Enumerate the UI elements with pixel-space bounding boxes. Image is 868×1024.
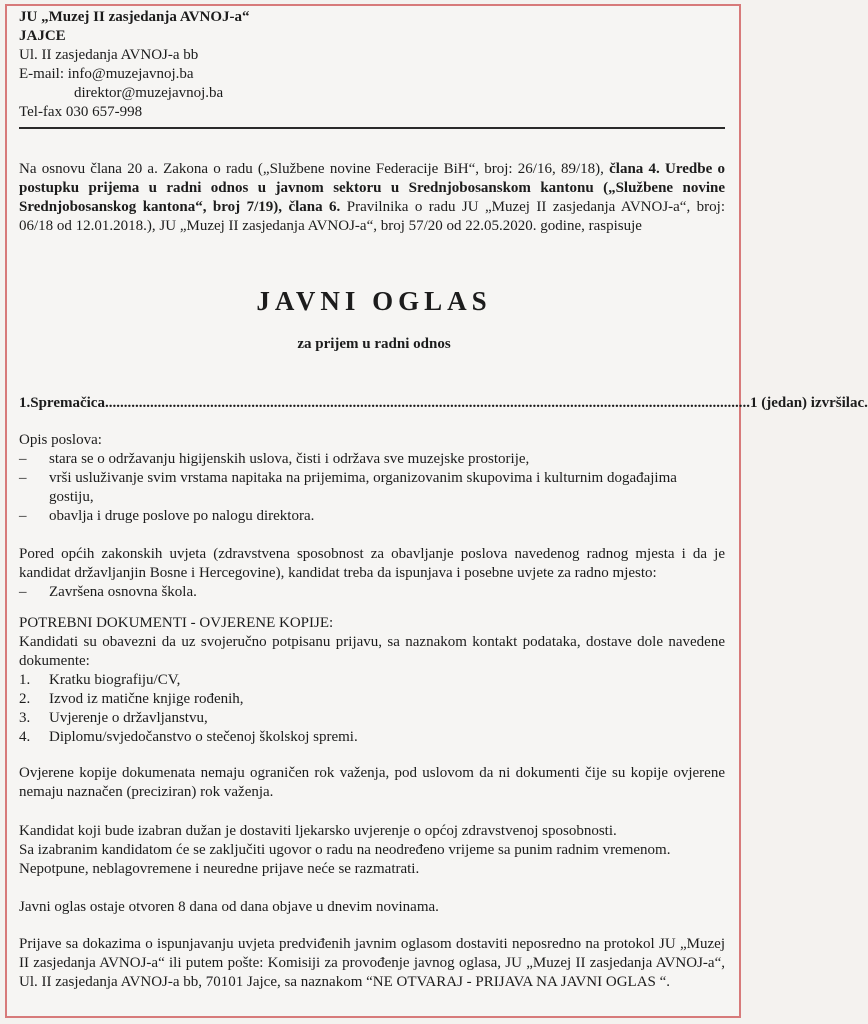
email-primary: E-mail: info@muzejavnoj.ba [19, 66, 194, 82]
list-item [19, 671, 725, 690]
institution-city: JAJCE [19, 28, 66, 44]
document-item: Kratku biografiju/CV, [49, 672, 181, 688]
position-count: 1 (jedan) izvršilac. [749, 395, 868, 411]
list-item [19, 583, 725, 602]
list-item [19, 690, 725, 709]
intro-text-2: Pravilnika o radu JU „Muzej II zasjedanja AVNOJ-a“, broj: 06/18 od 12.01.2018.), JU „Muzej II zasjedanja AVNOJ-a“, broj 57/20 od 22.05.2020. godine, raspisuje [19, 199, 725, 234]
position-line [19, 395, 868, 412]
selected-line-1: Kandidat koji bude izabran dužan je dostaviti ljekarsko uvjerenje o općoj zdravstvenoj sposobnosti. [19, 823, 617, 839]
bottom-border [7, 1016, 739, 1018]
tel-fax: Tel-fax 030 657-998 [19, 104, 143, 120]
documents-text: Kandidati su obavezni da uz svojeručno potpisanu prijavu, sa naznakom kontakt podataka, dostave dole navedene dokumente: [19, 634, 725, 669]
intro-bold: člana 4. Uredbe o postupku prijema u radni odnos u javnom sektoru u Srednjobosanskom kantonu („Službene novine Srednjobosanskog kantona“, broj 7/19), člana 6. [19, 161, 725, 215]
page-subtitle: za prijem u radni odnos [297, 336, 451, 352]
list-item [19, 507, 725, 526]
condition-item: Završena osnovna škola. [49, 584, 197, 600]
institution-name: JU „Muzej II zasjedanja AVNOJ-a“ [19, 9, 250, 25]
header-block [19, 8, 731, 122]
validity-paragraph: Ovjerene kopije dokumenata nemaju ograničen rok važenja, pod uslovom da ni dokumenti čije su kopije ovjerene nemaju naznačen (preciziran) rok važenja. [19, 765, 725, 800]
document-item: Izvod iz matične knjige rođenih, [49, 691, 244, 707]
position-dots: ............................................................................................................................................................................ [104, 395, 750, 411]
conditions-text: Pored općih zakonskih uvjeta (zdravstvena sposobnost za obavljanje poslova navedenog radnog mjesta i da je kandidat državljanjin Bosne i Hercegovine), kandidat treba da ispunjava i posebne uvjete za radno mjesto: [19, 546, 725, 581]
list-item [19, 469, 725, 507]
list-item [19, 728, 725, 747]
item-number: 2. [19, 691, 31, 707]
document-item: Diplomu/svjedočanstvo o stečenoj školskoj spremi. [49, 729, 358, 745]
header-divider [19, 127, 725, 129]
bullet: – [19, 584, 27, 600]
bullet: – [19, 451, 27, 467]
submission-paragraph: Prijave sa dokazima o ispunjavanju uvjeta predviđenih javnim oglasom dostaviti neposredno na protokol JU „Muzej II zasjedanja AVNOJ-a“ ili putem pošte: Komisiji za provođenje javnog oglasa, JU „Muzej II zasjedanja AVNOJ-a“, Ul. II zasjedanja AVNOJ-a bb, 70101 Jajce, sa naznakom “NE OTVARAJ - PRIJAVA NA JAVNI OGLAS “. [19, 936, 725, 990]
documents-section [19, 614, 725, 747]
selected-line-2: Sa izabranim kandidatom će se zaključiti ugovor o radu na neodređeno vrijeme sa punim radnim vremenom. [19, 842, 671, 858]
conditions-section [19, 545, 725, 602]
duty-text: obavlja i druge poslove po nalogu direktora. [49, 508, 315, 524]
bullet: – [19, 508, 27, 524]
selected-line-3: Nepotpune, neblagovremene i neuredne prijave neće se razmatrati. [19, 861, 420, 877]
intro-text-1: Na osnovu člana 20 a. Zakona o radu („Službene novine Federacije BiH“, broj: 26/16, 89/18), [19, 161, 610, 177]
selected-candidate-section [19, 822, 725, 879]
email-secondary: direktor@muzejavnoj.ba [74, 85, 224, 101]
item-number: 1. [19, 672, 31, 688]
duties-heading: Opis poslova: [19, 432, 102, 448]
institution-address: Ul. II zasjedanja AVNOJ-a bb [19, 47, 199, 63]
duty-text: vrši usluživanje svim vrstama napitaka na prijemima, organizovanim skupovima i kulturnim događajima gostiju, [49, 470, 677, 505]
item-number: 4. [19, 729, 31, 745]
list-item [19, 450, 725, 469]
intro-paragraph [19, 160, 725, 236]
document-item: Uvjerenje o državljanstvu, [49, 710, 208, 726]
duty-text: stara se o održavanju higijenskih uslova, čisti i održava sve muzejske prostorije, [49, 451, 530, 467]
page-title: JAVNI OGLAS [256, 286, 492, 316]
duties-section [19, 431, 725, 526]
position-number: 1. [19, 395, 31, 411]
item-number: 3. [19, 710, 31, 726]
position-name: Spremačica [30, 395, 105, 411]
open-period: Javni oglas ostaje otvoren 8 dana od dana objave u dnevim novinama. [19, 899, 439, 915]
documents-heading: POTREBNI DOKUMENTI - OVJERENE KOPIJE: [19, 615, 334, 631]
bullet: – [19, 470, 27, 486]
list-item [19, 709, 725, 728]
